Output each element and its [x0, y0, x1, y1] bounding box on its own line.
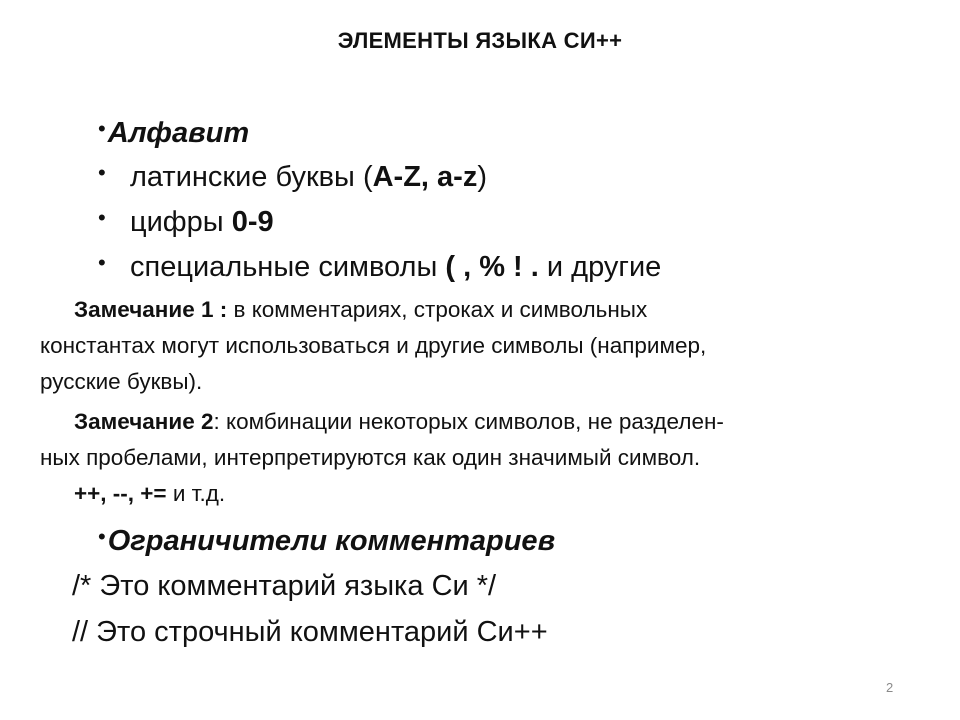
- alphabet-item-bold: A-Z, a-z: [372, 161, 478, 193]
- note-2-etc: и т.д.: [166, 481, 226, 506]
- alphabet-item-digits: [98, 205, 274, 239]
- bullet-icon: •: [98, 205, 106, 230]
- note-2-label: Замечание 2: [74, 409, 214, 434]
- alphabet-item-bold: ( , % ! .: [445, 251, 539, 283]
- note-2-operators: ++, --, +=: [74, 481, 167, 506]
- note-2-line-1: [40, 404, 930, 440]
- alphabet-item-post: ): [477, 161, 487, 193]
- note-1-label: Замечание 1 :: [74, 297, 228, 322]
- comments-heading: [98, 524, 555, 558]
- alphabet-item-post: и другие: [538, 251, 662, 283]
- bullet-icon: •: [98, 116, 106, 141]
- alphabet-item-latin: [98, 160, 487, 194]
- note-2-text: : комбинации некоторых символов, не разделен-: [213, 409, 724, 434]
- note-1-text: в комментариях, строках и символьных: [227, 297, 648, 322]
- note-2: [40, 404, 930, 512]
- note-1-line-1: [40, 292, 930, 328]
- bullet-icon: •: [98, 250, 106, 275]
- note-2-line-3: [40, 476, 930, 512]
- alphabet-heading-text: Алфавит: [107, 117, 250, 149]
- alphabet-item-pre: цифры: [130, 206, 232, 238]
- bullet-icon: •: [98, 160, 106, 185]
- alphabet-item-special: [98, 250, 661, 284]
- bullet-icon: •: [98, 524, 106, 549]
- slide-title: ЭЛЕМЕНТЫ ЯЗЫКА СИ++: [337, 28, 623, 53]
- alphabet-item-bold: 0-9: [231, 206, 274, 238]
- note-1-line-2: константах могут использоваться и другие символы (например,: [40, 333, 707, 358]
- alphabet-heading: [98, 116, 249, 150]
- comment-example-block: /* Это комментарий языка Си */: [72, 570, 497, 602]
- alphabet-item-pre: латинские буквы (: [130, 161, 373, 193]
- comment-example-line: // Это строчный комментарий Си++: [72, 616, 548, 648]
- note-1-line-3: русские буквы).: [40, 369, 203, 394]
- comments-heading-text: Ограничители комментариев: [107, 525, 556, 557]
- note-2-line-2: ных пробелами, интерпретируются как один значимый символ.: [40, 445, 701, 470]
- note-1: [40, 292, 930, 400]
- alphabet-item-pre: специальные символы: [130, 251, 446, 283]
- page-number: 2: [886, 680, 894, 695]
